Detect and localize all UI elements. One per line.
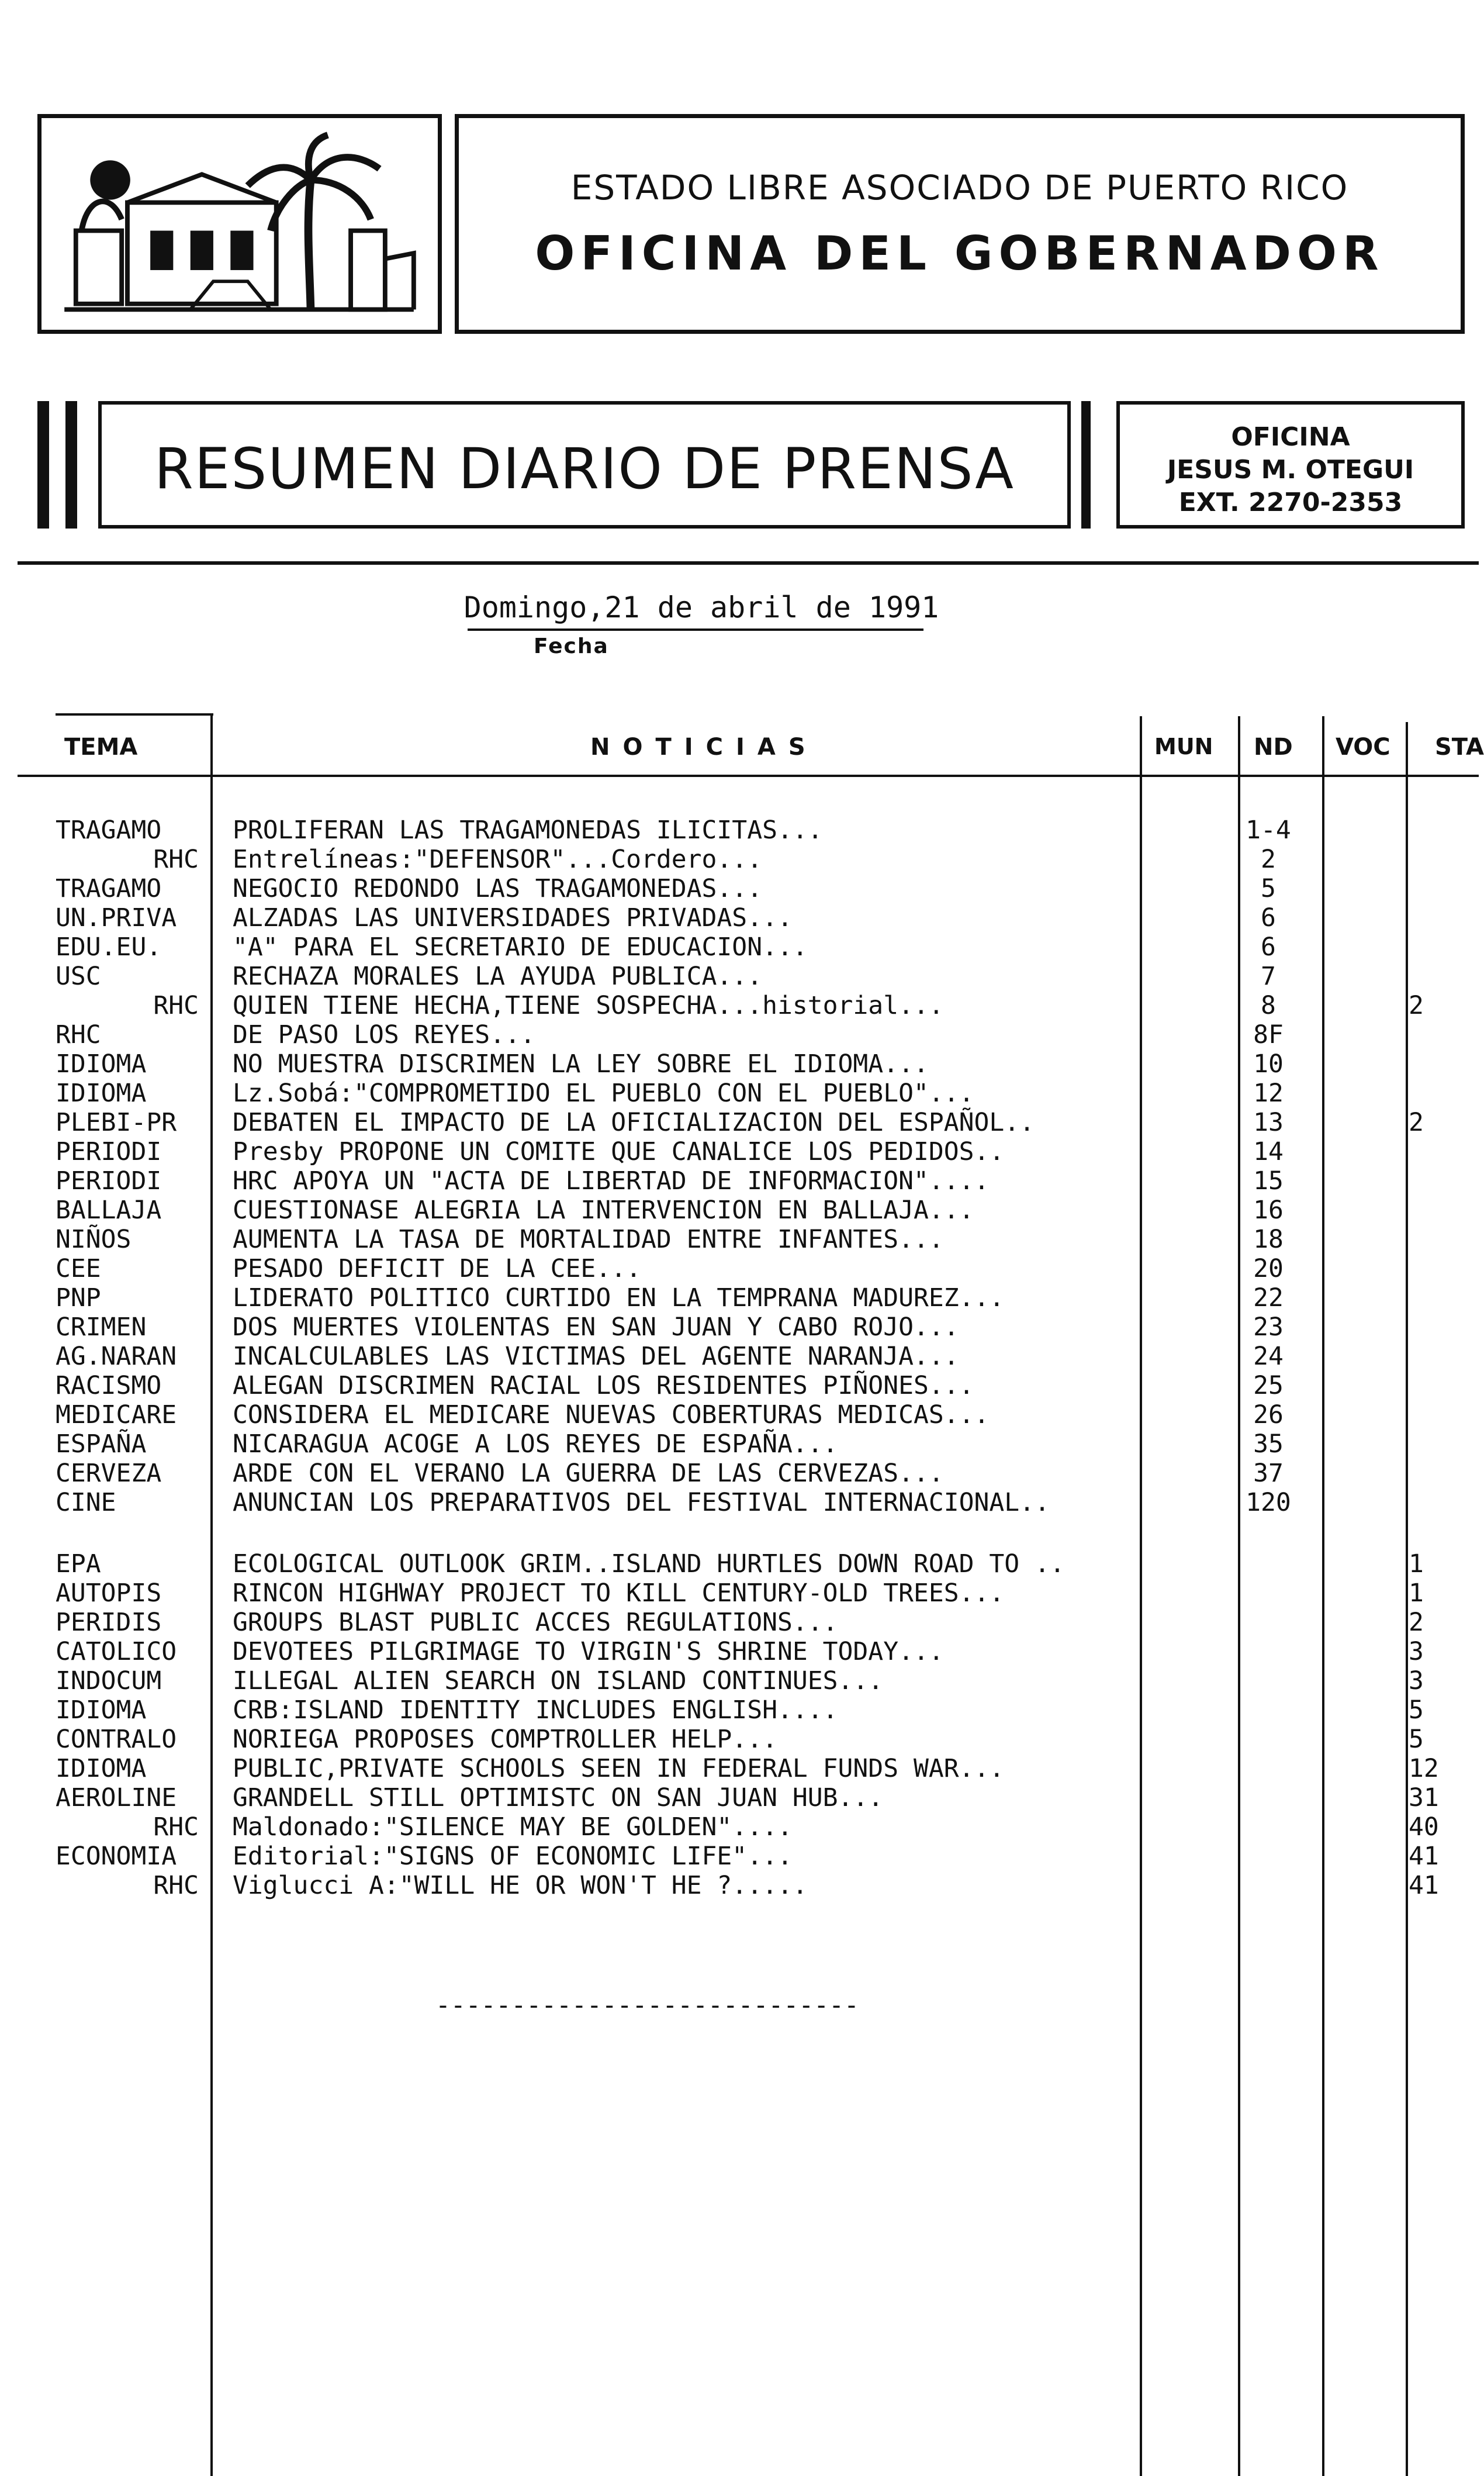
row-headline: PUBLIC,PRIVATE SCHOOLS SEEN IN FEDERAL FUNDS WAR...	[233, 1754, 1005, 1783]
row-tema: IDIOMA	[56, 1754, 147, 1783]
row-sta: 2	[1409, 1608, 1424, 1637]
row-headline: ARDE CON EL VERANO LA GUERRA DE LAS CERVEZAS...	[233, 1459, 944, 1488]
row-headline: CRB:ISLAND IDENTITY INCLUDES ENGLISH....	[233, 1695, 838, 1725]
row-tema: AUTOPIS	[56, 1579, 162, 1608]
row-headline: AUMENTA LA TASA DE MORTALIDAD ENTRE INFANTES...	[233, 1225, 944, 1254]
row-sta: 5	[1409, 1695, 1424, 1725]
row-headline: NORIEGA PROPOSES COMPTROLLER HELP...	[233, 1725, 777, 1754]
row-headline: ALEGAN DISCRIMEN RACIAL LOS RESIDENTES PIÑONES...	[233, 1371, 974, 1400]
row-nd: 120	[1246, 1488, 1291, 1517]
report-title: RESUMEN DIARIO DE PRENSA	[154, 436, 1015, 502]
row-nd: 26	[1253, 1400, 1284, 1429]
row-sta: 3	[1409, 1666, 1424, 1695]
office-header-box	[455, 114, 1465, 334]
row-headline: DEVOTEES PILGRIMAGE TO VIRGIN'S SHRINE TODAY...	[233, 1637, 944, 1666]
row-tema: CATOLICO	[56, 1637, 177, 1666]
contact-line: OFICINA	[1231, 422, 1350, 452]
row-tema: UN.PRIVA	[56, 903, 177, 933]
row-headline: LIDERATO POLITICO CURTIDO EN LA TEMPRANA MADUREZ...	[233, 1283, 1005, 1313]
column-header-tema: TEMA	[64, 734, 138, 761]
row-headline: Editorial:"SIGNS OF ECONOMIC LIFE"...	[233, 1842, 793, 1871]
row-nd: 1-4	[1246, 816, 1291, 845]
row-tema: PNP	[56, 1283, 101, 1313]
row-nd: 7	[1261, 962, 1276, 991]
row-tema: BALLAJA	[56, 1196, 162, 1225]
row-tema: TRAGAMO	[56, 816, 162, 845]
row-sta: 1	[1409, 1579, 1424, 1608]
row-tema: RHC	[56, 1020, 101, 1049]
row-headline: CONSIDERA EL MEDICARE NUEVAS COBERTURAS MEDICAS...	[233, 1400, 990, 1429]
row-tema: INDOCUM	[56, 1666, 162, 1695]
row-headline: PESADO DEFICIT DE LA CEE...	[233, 1254, 641, 1283]
row-headline: NO MUESTRA DISCRIMEN LA LEY SOBRE EL IDIOMA...	[233, 1049, 929, 1079]
row-tema: EDU.EU.	[56, 933, 162, 962]
column-divider	[1322, 716, 1324, 2476]
row-tema: PERIODI	[56, 1137, 162, 1166]
column-header-sta: STA	[1435, 734, 1484, 761]
row-nd: 6	[1261, 903, 1276, 933]
row-headline: QUIEN TIENE HECHA,TIENE SOSPECHA...historial...	[233, 991, 944, 1020]
row-tema: RHC	[153, 991, 199, 1020]
row-tema: PERIDIS	[56, 1608, 162, 1637]
row-tema: NIÑOS	[56, 1225, 132, 1254]
table-top-rule	[56, 713, 213, 716]
row-tema: ESPAÑA	[56, 1429, 147, 1459]
end-of-list-dashes: ----------------------------	[435, 1991, 859, 2020]
column-divider	[1406, 722, 1408, 2476]
row-sta: 41	[1409, 1842, 1439, 1871]
row-sta: 1	[1409, 1549, 1424, 1579]
row-sta: 31	[1409, 1783, 1439, 1812]
row-nd: 6	[1261, 933, 1276, 962]
contact-box	[1116, 401, 1465, 529]
row-tema: USC	[56, 962, 101, 991]
row-headline: Entrelíneas:"DEFENSOR"...Cordero...	[233, 845, 763, 874]
row-nd: 35	[1253, 1429, 1284, 1459]
row-headline: "A" PARA EL SECRETARIO DE EDUCACION...	[233, 933, 808, 962]
report-date: Domingo,21 de abril de 1991	[463, 590, 939, 624]
row-nd: 22	[1253, 1283, 1284, 1313]
row-tema: AEROLINE	[56, 1783, 177, 1812]
row-tema: CERVEZA	[56, 1459, 162, 1488]
row-headline: ECOLOGICAL OUTLOOK GRIM..ISLAND HURTLES DOWN ROAD TO ..	[233, 1549, 1065, 1579]
row-tema: RACISMO	[56, 1371, 162, 1400]
row-sta: 2	[1409, 991, 1424, 1020]
row-tema: CINE	[56, 1488, 116, 1517]
row-headline: CUESTIONASE ALEGRIA LA INTERVENCION EN BALLAJA...	[233, 1196, 974, 1225]
report-title-box	[98, 401, 1071, 529]
row-headline: DEBATEN EL IMPACTO DE LA OFICIALIZACION DEL ESPAÑOL..	[233, 1108, 1035, 1137]
row-headline: NEGOCIO REDONDO LAS TRAGAMONEDAS...	[233, 874, 763, 903]
row-nd: 23	[1253, 1313, 1284, 1342]
row-headline: RINCON HIGHWAY PROJECT TO KILL CENTURY-OLD TREES...	[233, 1579, 1005, 1608]
row-tema: RHC	[153, 1871, 199, 1900]
row-nd: 10	[1253, 1049, 1284, 1079]
row-headline: GRANDELL STILL OPTIMISTC ON SAN JUAN HUB...	[233, 1783, 884, 1812]
row-headline: Presby PROPONE UN COMITE QUE CANALICE LOS PEDIDOS..	[233, 1137, 1005, 1166]
row-sta: 3	[1409, 1637, 1424, 1666]
row-tema: TRAGAMO	[56, 874, 162, 903]
mansion-drawing-icon	[41, 118, 438, 330]
row-nd: 2	[1261, 845, 1276, 874]
row-nd: 37	[1253, 1459, 1284, 1488]
governor-mansion-illustration	[37, 114, 442, 334]
row-headline: DE PASO LOS REYES...	[233, 1020, 535, 1049]
header-divider	[18, 561, 1479, 565]
row-headline: Viglucci A:"WILL HE OR WON'T HE ?.....	[233, 1871, 808, 1900]
row-headline: ANUNCIAN LOS PREPARATIVOS DEL FESTIVAL INTERNACIONAL..	[233, 1488, 1050, 1517]
row-tema: PERIODI	[56, 1166, 162, 1196]
row-sta: 2	[1409, 1108, 1424, 1137]
column-header-nd: ND	[1254, 734, 1293, 761]
row-nd: 20	[1253, 1254, 1284, 1283]
column-header-noticias: NOTICIAS	[590, 734, 818, 761]
row-nd: 8	[1261, 991, 1276, 1020]
row-headline: ILLEGAL ALIEN SEARCH ON ISLAND CONTINUES...	[233, 1666, 884, 1695]
row-headline: INCALCULABLES LAS VICTIMAS DEL AGENTE NARANJA...	[233, 1342, 959, 1371]
banner-bar	[37, 401, 49, 529]
row-tema: PLEBI-PR	[56, 1108, 177, 1137]
row-headline: PROLIFERAN LAS TRAGAMONEDAS ILICITAS...	[233, 816, 823, 845]
row-tema: AG.NARAN	[56, 1342, 177, 1371]
row-sta: 5	[1409, 1725, 1424, 1754]
office-name: OFICINA DEL GOBERNADOR	[535, 226, 1385, 281]
row-nd: 18	[1253, 1225, 1284, 1254]
table-header-rule	[18, 775, 1479, 777]
row-headline: Lz.Sobá:"COMPROMETIDO EL PUEBLO CON EL PUEBLO"...	[233, 1079, 974, 1108]
column-header-mun: MUN	[1154, 734, 1213, 759]
row-nd: 15	[1253, 1166, 1284, 1196]
banner-bar	[1081, 401, 1091, 529]
row-tema: IDIOMA	[56, 1049, 147, 1079]
row-nd: 12	[1253, 1079, 1284, 1108]
row-headline: DOS MUERTES VIOLENTAS EN SAN JUAN Y CABO ROJO...	[233, 1313, 959, 1342]
row-tema: ECONOMIA	[56, 1842, 177, 1871]
row-tema: EPA	[56, 1549, 101, 1579]
row-sta: 40	[1409, 1812, 1439, 1842]
row-nd: 24	[1253, 1342, 1284, 1371]
row-nd: 13	[1253, 1108, 1284, 1137]
row-headline: HRC APOYA UN "ACTA DE LIBERTAD DE INFORMACION"....	[233, 1166, 990, 1196]
row-sta: 41	[1409, 1871, 1439, 1900]
column-header-voc: VOC	[1336, 734, 1390, 761]
row-headline: Maldonado:"SILENCE MAY BE GOLDEN"....	[233, 1812, 793, 1842]
row-nd: 25	[1253, 1371, 1284, 1400]
row-tema: CEE	[56, 1254, 101, 1283]
row-headline: GROUPS BLAST PUBLIC ACCES REGULATIONS...	[233, 1608, 838, 1637]
contact-line: EXT. 2270-2353	[1178, 488, 1403, 517]
row-nd: 14	[1253, 1137, 1284, 1166]
row-tema: MEDICARE	[56, 1400, 177, 1429]
contact-line: JESUS M. OTEGUI	[1167, 455, 1414, 485]
row-nd: 8F	[1253, 1020, 1284, 1049]
date-underline	[468, 629, 923, 631]
row-tema: IDIOMA	[56, 1079, 147, 1108]
row-sta: 12	[1409, 1754, 1439, 1783]
row-tema: RHC	[153, 845, 199, 874]
row-tema: CRIMEN	[56, 1313, 147, 1342]
column-divider	[210, 713, 213, 2476]
banner-bar	[65, 401, 77, 529]
column-divider	[1140, 716, 1142, 2476]
date-label: Fecha	[534, 634, 609, 658]
row-headline: RECHAZA MORALES LA AYUDA PUBLICA...	[233, 962, 763, 991]
commonwealth-name: ESTADO LIBRE ASOCIADO DE PUERTO RICO	[570, 168, 1349, 208]
row-tema: CONTRALO	[56, 1725, 177, 1754]
row-headline: ALZADAS LAS UNIVERSIDADES PRIVADAS...	[233, 903, 793, 933]
row-tema: RHC	[153, 1812, 199, 1842]
row-headline: NICARAGUA ACOGE A LOS REYES DE ESPAÑA...	[233, 1429, 838, 1459]
row-nd: 16	[1253, 1196, 1284, 1225]
row-tema: IDIOMA	[56, 1695, 147, 1725]
row-nd: 5	[1261, 874, 1276, 903]
